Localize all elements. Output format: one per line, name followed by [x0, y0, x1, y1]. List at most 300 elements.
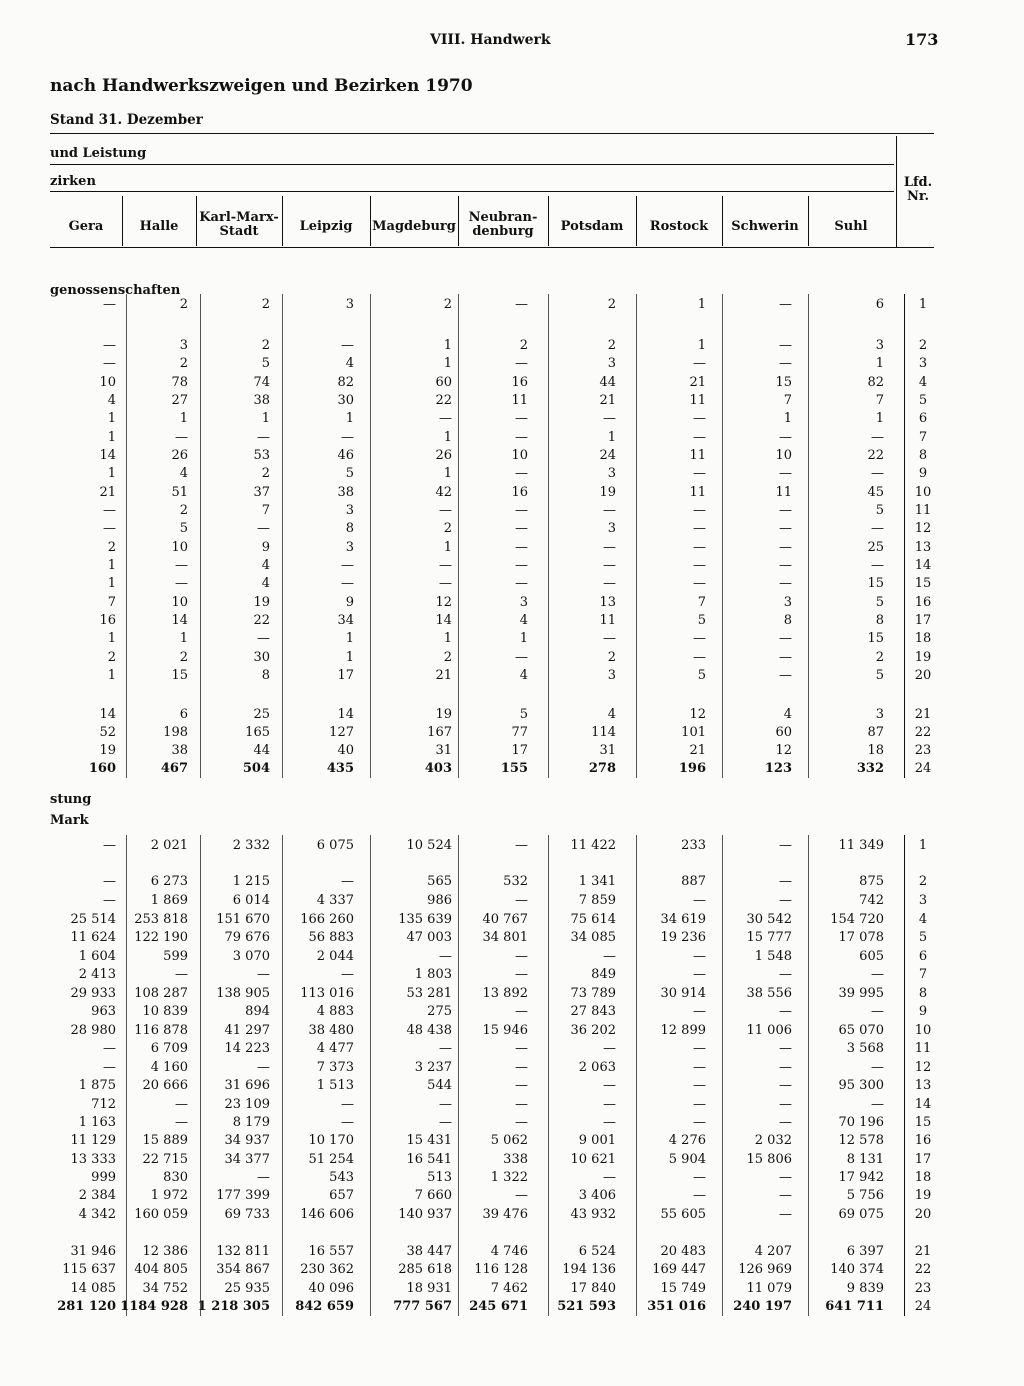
table-cell: — — [439, 576, 452, 591]
table-row — [0, 502, 1024, 520]
table-cell: 6 709 — [150, 1041, 188, 1056]
table-cell: 123 — [764, 761, 792, 776]
table-cell: 1 — [697, 338, 706, 353]
table-cell: 1 — [443, 430, 452, 445]
table-cell: — — [693, 521, 706, 536]
table-cell: 15 806 — [746, 1152, 792, 1167]
column-header: Suhl — [834, 219, 868, 234]
table-cell: — — [603, 1170, 616, 1185]
table-cell: — — [603, 1041, 616, 1056]
table-cell: 10 524 — [406, 838, 452, 853]
table-cell: — — [175, 576, 188, 591]
table-cell: — — [515, 540, 528, 555]
table-cell: 15 777 — [746, 930, 792, 945]
table-cell: 233 — [681, 838, 706, 853]
table-row — [0, 1243, 1024, 1261]
row-number: 17 — [914, 1152, 932, 1167]
table-cell: 177 399 — [216, 1188, 270, 1203]
table-cell: 11 — [775, 485, 792, 500]
table-cell: — — [103, 297, 116, 312]
table-cell: 1 972 — [150, 1188, 188, 1203]
table-cell: 605 — [859, 949, 884, 964]
table-cell: 10 839 — [142, 1004, 188, 1019]
row-number: 16 — [914, 1133, 932, 1148]
table-cell: 657 — [329, 1188, 354, 1203]
table-cell: — — [693, 1078, 706, 1093]
table-cell: 140 374 — [830, 1262, 884, 1277]
table-cell: 5 904 — [668, 1152, 706, 1167]
table-cell: 60 — [435, 375, 452, 390]
table-cell: 12 578 — [838, 1133, 884, 1148]
row-number: 3 — [918, 356, 928, 371]
table-row — [0, 724, 1024, 742]
table-cell: 17 — [511, 743, 528, 758]
table-cell: — — [341, 558, 354, 573]
table-cell: 19 — [99, 743, 116, 758]
table-row — [0, 985, 1024, 1003]
table-cell: 38 480 — [308, 1023, 354, 1038]
table-cell: 21 — [689, 375, 706, 390]
table-cell: — — [779, 1115, 792, 1130]
table-cell: 5 062 — [490, 1133, 528, 1148]
table-cell: 11 079 — [746, 1281, 792, 1296]
table-row — [0, 447, 1024, 465]
row-number: 6 — [918, 949, 928, 964]
table-cell: 19 236 — [660, 930, 706, 945]
table-cell: 1 — [107, 466, 116, 481]
table-cell: — — [871, 1060, 884, 1075]
table-row — [0, 557, 1024, 575]
table-cell: 1 — [875, 356, 884, 371]
table-cell: 6 397 — [846, 1244, 884, 1259]
row-number: 17 — [914, 613, 932, 628]
table-cell: — — [693, 1115, 706, 1130]
table-cell: 435 — [326, 761, 354, 776]
table-cell: 41 297 — [224, 1023, 270, 1038]
table-cell: 27 — [171, 393, 188, 408]
row-number: 10 — [914, 485, 932, 500]
table-cell: 1 — [443, 631, 452, 646]
table-cell: 21 — [689, 743, 706, 758]
table-cell: 122 190 — [134, 930, 188, 945]
table-row — [0, 873, 1024, 891]
table-cell: 34 377 — [224, 1152, 270, 1167]
table-cell: 1 — [345, 411, 354, 426]
table-cell: 8 179 — [232, 1115, 270, 1130]
table-cell: 11 006 — [746, 1023, 792, 1038]
table-cell: 12 386 — [142, 1244, 188, 1259]
row-number: 14 — [914, 558, 932, 573]
table-cell: 3 — [607, 668, 616, 683]
table-row — [0, 929, 1024, 947]
table-cell: 8 — [345, 521, 354, 536]
table-cell: 5 — [345, 466, 354, 481]
table-cell: 521 593 — [557, 1299, 616, 1314]
table-cell: — — [175, 430, 188, 445]
table-cell: 18 — [867, 743, 884, 758]
table-cell: 127 — [329, 725, 354, 740]
table-cell: — — [257, 631, 270, 646]
table-cell: — — [175, 967, 188, 982]
table-cell: 53 — [253, 448, 270, 463]
table-cell: 11 — [511, 393, 528, 408]
table-row — [0, 1169, 1024, 1187]
table-cell: 3 — [345, 503, 354, 518]
table-cell: — — [871, 1097, 884, 1112]
table-cell: 1 163 — [78, 1115, 116, 1130]
table-cell: 18 931 — [406, 1281, 452, 1296]
table-row — [0, 1151, 1024, 1169]
table-cell: 1 513 — [316, 1078, 354, 1093]
table-cell: — — [515, 1078, 528, 1093]
table-cell: — — [603, 631, 616, 646]
table-row — [0, 911, 1024, 929]
table-cell: — — [515, 297, 528, 312]
table-cell: — — [871, 558, 884, 573]
table-cell: — — [693, 967, 706, 982]
table-cell: 11 — [689, 393, 706, 408]
table-cell: 5 — [875, 595, 884, 610]
table-row — [0, 410, 1024, 428]
table-cell: — — [341, 874, 354, 889]
table-cell: 26 — [171, 448, 188, 463]
table-cell: 13 892 — [482, 986, 528, 1001]
row-number: 10 — [914, 1023, 932, 1038]
column-header: Halle — [139, 219, 179, 234]
table-cell: 742 — [859, 893, 884, 908]
row-number: 24 — [914, 1299, 932, 1314]
table-cell: 230 362 — [300, 1262, 354, 1277]
table-cell: 4 — [261, 558, 270, 573]
table-cell: 17 942 — [838, 1170, 884, 1185]
table-cell: 28 980 — [70, 1023, 116, 1038]
table-cell: 10 621 — [570, 1152, 616, 1167]
table-cell: 8 — [261, 668, 270, 683]
column-header: Gera — [68, 219, 104, 234]
table-cell: — — [871, 1004, 884, 1019]
table-cell: — — [779, 1207, 792, 1222]
table-cell: 53 281 — [406, 986, 452, 1001]
row-number: 19 — [914, 1188, 932, 1203]
table-cell: 16 557 — [308, 1244, 354, 1259]
table-cell: — — [779, 466, 792, 481]
table-cell: 999 — [91, 1170, 116, 1185]
table-row — [0, 374, 1024, 392]
table-cell: 38 556 — [746, 986, 792, 1001]
table-cell: 126 969 — [738, 1262, 792, 1277]
table-cell: 55 605 — [660, 1207, 706, 1222]
table-cell: 4 342 — [78, 1207, 116, 1222]
table-cell: 338 — [503, 1152, 528, 1167]
table-cell: 95 300 — [838, 1078, 884, 1093]
column-header: Rostock — [649, 219, 709, 234]
table-cell: 1 — [107, 430, 116, 445]
table-cell: 2 — [179, 503, 188, 518]
table-cell: 198 — [163, 725, 188, 740]
table-cell: 21 — [599, 393, 616, 408]
table-cell: 26 — [435, 448, 452, 463]
table-cell: 2 — [179, 650, 188, 665]
top-rule — [50, 133, 934, 134]
lfd-header: Lfd. Nr. — [903, 175, 933, 204]
row-number: 4 — [918, 912, 928, 927]
table-cell: 11 129 — [70, 1133, 116, 1148]
table-cell: 3 — [345, 540, 354, 555]
table-cell: 1 — [697, 297, 706, 312]
table-cell: 39 476 — [482, 1207, 528, 1222]
chapter-title: VIII. Handwerk — [430, 32, 551, 48]
table-cell: 16 541 — [406, 1152, 452, 1167]
table-cell: — — [341, 1097, 354, 1112]
row-number: 24 — [914, 761, 932, 776]
table-cell: — — [515, 838, 528, 853]
table-cell: 544 — [427, 1078, 452, 1093]
table-cell: 245 671 — [469, 1299, 528, 1314]
table-cell: 2 — [607, 650, 616, 665]
table-cell: — — [257, 1170, 270, 1185]
table-cell: — — [515, 576, 528, 591]
table-cell: — — [515, 1004, 528, 1019]
table-cell: — — [779, 1170, 792, 1185]
table-cell: 22 715 — [142, 1152, 188, 1167]
table-cell: 169 447 — [652, 1262, 706, 1277]
page-number: 173 — [905, 30, 939, 49]
row-number: 8 — [918, 986, 928, 1001]
table-cell: 24 — [599, 448, 616, 463]
table-row — [0, 837, 1024, 855]
table-cell: 34 752 — [142, 1281, 188, 1296]
table-cell: 332 — [856, 761, 884, 776]
table-row — [0, 1022, 1024, 1040]
row-number: 7 — [918, 430, 928, 445]
row-number: 23 — [914, 743, 932, 758]
table-cell: — — [603, 949, 616, 964]
table-cell: 2 — [261, 338, 270, 353]
table-cell: 3 237 — [414, 1060, 452, 1075]
table-cell: 5 — [261, 356, 270, 371]
table-cell: 281 120 — [57, 1299, 116, 1314]
table-cell: — — [341, 430, 354, 445]
table-cell: 48 438 — [406, 1023, 452, 1038]
table-cell: 45 — [867, 485, 884, 500]
table-cell: 34 801 — [482, 930, 528, 945]
table-row — [0, 296, 1024, 314]
table-cell: 849 — [591, 967, 616, 982]
table-cell: 513 — [427, 1170, 452, 1185]
table-cell: 5 — [697, 668, 706, 683]
table-cell: — — [515, 356, 528, 371]
table-cell: 1 — [179, 631, 188, 646]
table-cell: 15 — [867, 576, 884, 591]
table-cell: 1 — [443, 338, 452, 353]
table-row — [0, 465, 1024, 483]
table-cell: 1 — [107, 631, 116, 646]
table-cell: 1 604 — [78, 949, 116, 964]
table-row — [0, 966, 1024, 984]
table-cell: 2 413 — [78, 967, 116, 982]
table-cell: 6 075 — [316, 838, 354, 853]
table-cell: — — [439, 503, 452, 518]
table-subtitle: Stand 31. Dezember — [50, 112, 203, 128]
table-cell: — — [779, 430, 792, 445]
row-number: 15 — [914, 576, 932, 591]
table-cell: 3 — [607, 356, 616, 371]
table-row — [0, 1298, 1024, 1316]
table-cell: 1 — [179, 411, 188, 426]
table-cell: — — [693, 540, 706, 555]
table-cell: 65 070 — [838, 1023, 884, 1038]
table-cell: — — [779, 1097, 792, 1112]
column-header: Schwerin — [731, 219, 799, 234]
table-cell: 17 840 — [570, 1281, 616, 1296]
table-cell: 15 749 — [660, 1281, 706, 1296]
table-cell: — — [103, 874, 116, 889]
table-cell: 5 — [875, 668, 884, 683]
table-cell: — — [779, 576, 792, 591]
table-cell: 4 160 — [150, 1060, 188, 1075]
table-cell: 11 — [599, 613, 616, 628]
table-cell: 6 524 — [578, 1244, 616, 1259]
table-cell: 5 756 — [846, 1188, 884, 1203]
table-cell: — — [693, 1004, 706, 1019]
row-number: 7 — [918, 967, 928, 982]
table-row — [0, 1280, 1024, 1298]
table-cell: 14 — [99, 707, 116, 722]
table-cell: 75 614 — [570, 912, 616, 927]
table-cell: — — [341, 1115, 354, 1130]
row-number: 11 — [914, 1041, 932, 1056]
table-cell: 275 — [427, 1004, 452, 1019]
section-label: stung — [50, 792, 92, 807]
row-number: 11 — [914, 503, 932, 518]
table-cell: 10 — [171, 540, 188, 555]
table-cell: 963 — [91, 1004, 116, 1019]
table-cell: 9 — [345, 595, 354, 610]
table-cell: 3 — [179, 338, 188, 353]
table-cell: 20 666 — [142, 1078, 188, 1093]
table-cell: 154 720 — [830, 912, 884, 927]
table-cell: — — [103, 356, 116, 371]
table-cell: 19 — [435, 707, 452, 722]
table-cell: — — [515, 650, 528, 665]
table-cell: 1 — [107, 576, 116, 591]
table-cell: — — [103, 338, 116, 353]
table-cell: 11 — [689, 448, 706, 463]
table-cell: — — [257, 967, 270, 982]
table-cell: 34 085 — [570, 930, 616, 945]
table-cell: 7 — [261, 503, 270, 518]
table-cell: 14 223 — [224, 1041, 270, 1056]
table-cell: 40 096 — [308, 1281, 354, 1296]
table-cell: — — [175, 558, 188, 573]
table-cell: 285 618 — [398, 1262, 452, 1277]
column-header: Potsdam — [560, 219, 624, 234]
row-number: 1 — [918, 297, 928, 312]
table-cell: — — [779, 1078, 792, 1093]
table-cell: 1 803 — [414, 967, 452, 982]
table-row — [0, 760, 1024, 778]
table-cell: 132 811 — [216, 1244, 270, 1259]
table-cell: 36 202 — [570, 1023, 616, 1038]
table-cell: — — [341, 576, 354, 591]
table-cell: 51 254 — [308, 1152, 354, 1167]
table-row — [0, 630, 1024, 648]
table-cell: 10 — [99, 375, 116, 390]
table-cell: 2 — [443, 297, 452, 312]
table-cell: 2 — [607, 338, 616, 353]
table-cell: — — [779, 558, 792, 573]
row-number: 3 — [918, 893, 928, 908]
table-cell: 40 767 — [482, 912, 528, 927]
table-cell: 165 — [245, 725, 270, 740]
table-cell: — — [515, 558, 528, 573]
table-cell: 1 — [107, 411, 116, 426]
table-cell: 403 — [424, 761, 452, 776]
table-cell: 82 — [337, 375, 354, 390]
table-cell: 2 — [443, 650, 452, 665]
table-cell: 1 — [107, 558, 116, 573]
table-cell: 1 322 — [490, 1170, 528, 1185]
table-cell: 14 — [99, 448, 116, 463]
table-cell: 14 — [337, 707, 354, 722]
table-cell: 22 — [253, 613, 270, 628]
table-cell: 532 — [503, 874, 528, 889]
table-row — [0, 742, 1024, 760]
table-cell: 504 — [242, 761, 270, 776]
table-row — [0, 429, 1024, 447]
table-cell: 2 — [607, 297, 616, 312]
row-number: 12 — [914, 1060, 932, 1075]
table-cell: 6 — [875, 297, 884, 312]
table-cell: 44 — [253, 743, 270, 758]
table-cell: 34 619 — [660, 912, 706, 927]
table-cell: 253 818 — [134, 912, 188, 927]
table-cell: 31 946 — [70, 1244, 116, 1259]
table-cell: 60 — [775, 725, 792, 740]
row-number: 12 — [914, 521, 932, 536]
table-cell: 6 273 — [150, 874, 188, 889]
row-number: 22 — [914, 725, 932, 740]
table-row — [0, 892, 1024, 910]
table-cell: — — [515, 949, 528, 964]
table-cell: 17 — [337, 668, 354, 683]
table-cell: 15 946 — [482, 1023, 528, 1038]
table-cell: — — [439, 1097, 452, 1112]
table-cell: 11 — [689, 485, 706, 500]
table-cell: 404 805 — [134, 1262, 188, 1277]
table-cell: 37 — [253, 485, 270, 500]
table-cell: 38 — [253, 393, 270, 408]
table-row — [0, 1059, 1024, 1077]
table-cell: — — [439, 411, 452, 426]
table-cell: 17 078 — [838, 930, 884, 945]
table-cell: — — [871, 466, 884, 481]
table-cell: 116 128 — [474, 1262, 528, 1277]
table-cell: 46 — [337, 448, 354, 463]
table-cell: 3 — [607, 466, 616, 481]
table-cell: 10 — [171, 595, 188, 610]
table-cell: 2 — [179, 297, 188, 312]
table-row — [0, 539, 1024, 557]
table-cell: 4 477 — [316, 1041, 354, 1056]
table-cell: — — [603, 558, 616, 573]
table-cell: 467 — [160, 761, 188, 776]
table-cell: 3 — [519, 595, 528, 610]
table-row — [0, 667, 1024, 685]
table-cell: 196 — [678, 761, 706, 776]
table-cell: 1 — [783, 411, 792, 426]
table-cell: — — [439, 558, 452, 573]
